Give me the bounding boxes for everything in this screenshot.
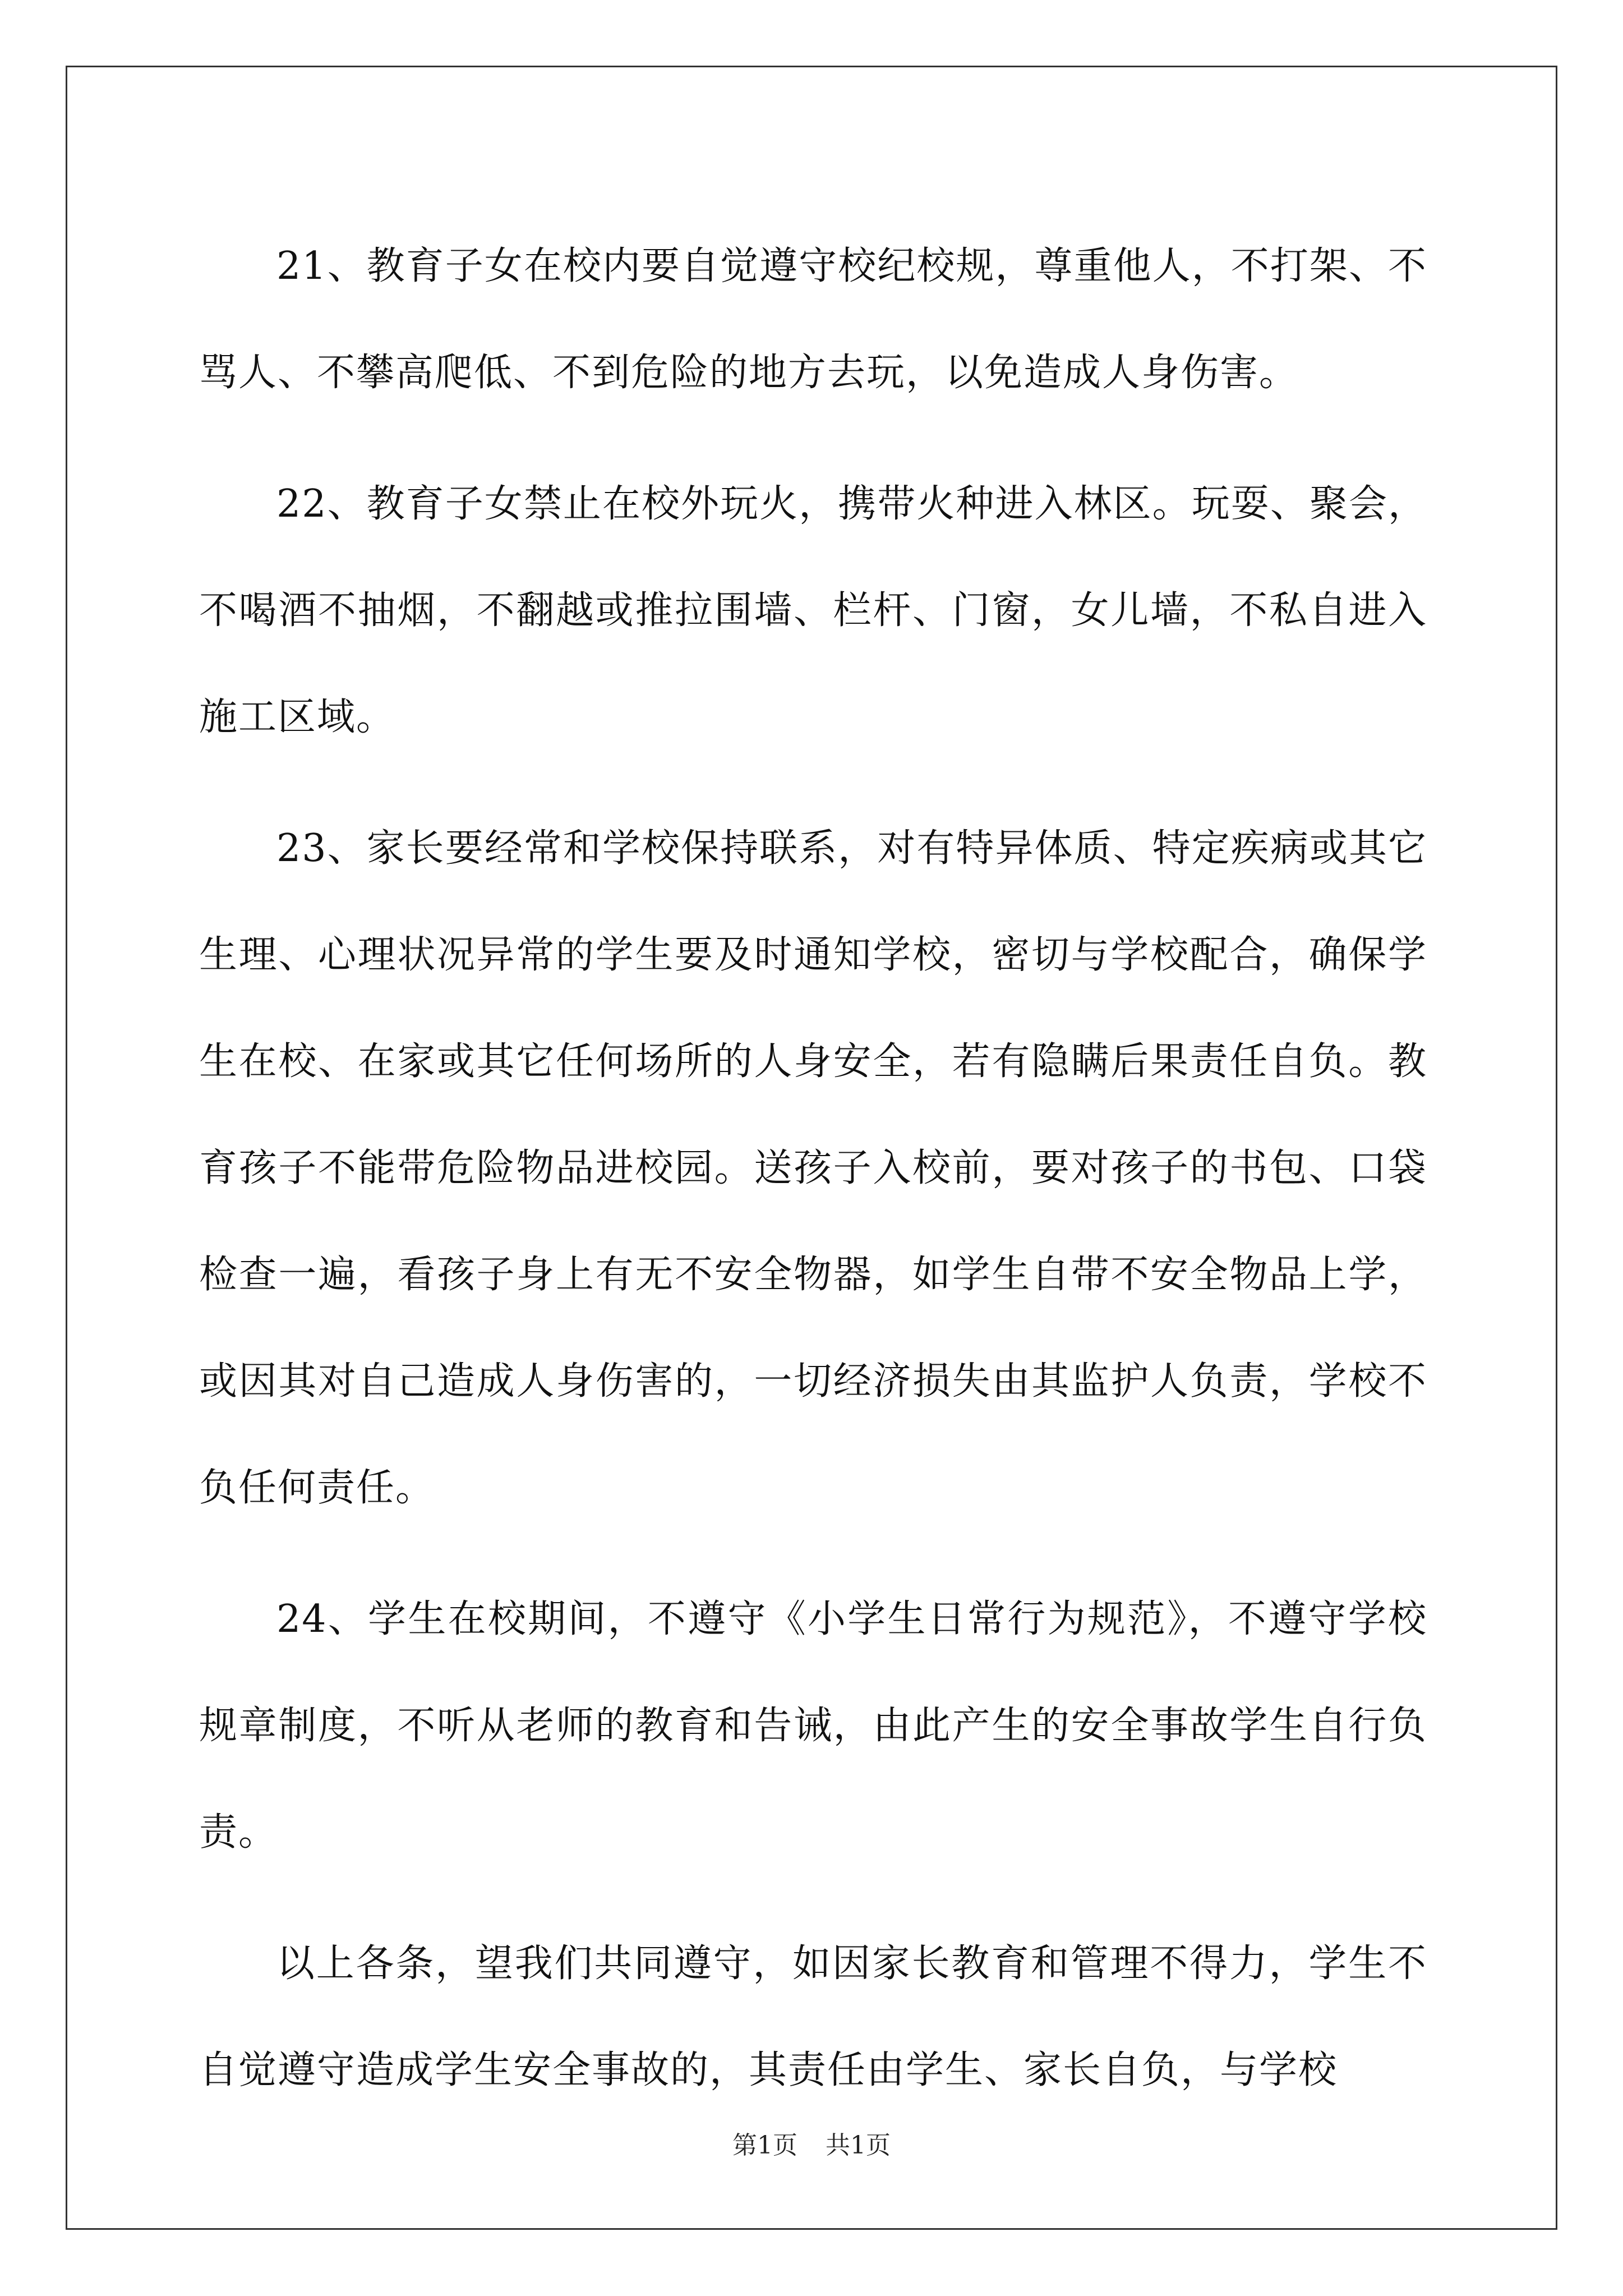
paragraph-24: 24、学生在校期间，不遵守《小学生日常行为规范》，不遵守学校规章制度，不听从老师的教育和告诫，由此产生的安全事故学生自行负责。 xyxy=(199,1597,1427,1855)
page-footer xyxy=(0,2129,1623,2162)
paragraph-closing: 以上各条，望我们共同遵守，如因家长教育和管理不得力，学生不自觉遵守造成学生安全事故的，其责任由学生、家长自负，与学校 xyxy=(199,1941,1427,2092)
paragraph-22: 22、教育子女禁止在校外玩火，携带火种进入林区。玩耍、聚会，不喝酒不抽烟，不翻越或推拉围墙、栏杆、门窗，女儿墙，不私自进入施工区域。 xyxy=(199,482,1427,739)
paragraph-23: 23、家长要经常和学校保持联系，对有特异体质、特定疾病或其它生理、心理状况异常的学生要及时通知学校，密切与学校配合，确保学生在校、在家或其它任何场所的人身安全，若有隐瞒后果责任自负。教育孩子不能带危险物品进校园。送孩子入校前，要对孩子的书包、口袋检查一遍，看孩子身上有无不安全物器，如学生自带不安全物品上学，或因其对自己造成人身伤害的，一切经济损失由其监护人负责，学校不负任何责任。 xyxy=(199,826,1427,1510)
document-body xyxy=(199,213,1427,2148)
page-number-current: 第1页 xyxy=(732,2131,797,2160)
page-number-total: 共1页 xyxy=(826,2131,891,2160)
paragraph-21: 21、教育子女在校内要自觉遵守校纪校规，尊重他人，不打架、不骂人、不攀高爬低、不到危险的地方去玩，以免造成人身伤害。 xyxy=(199,244,1427,395)
